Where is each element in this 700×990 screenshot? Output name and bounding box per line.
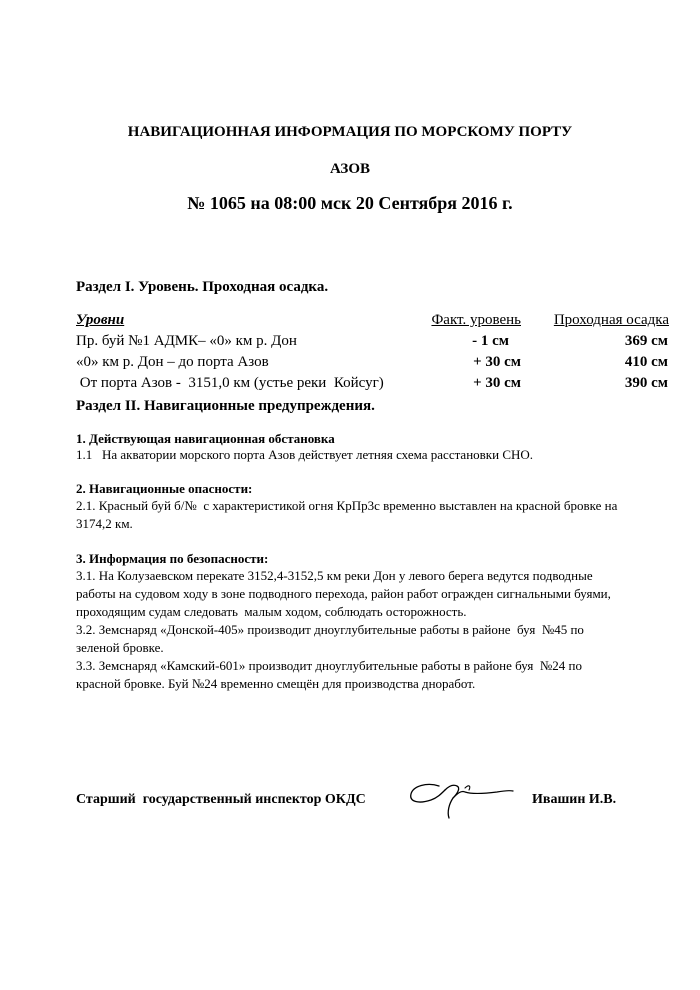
table-cell-draft: 390 см: [624, 375, 668, 391]
table-header-actual-level: Факт. уровень: [431, 312, 521, 328]
item2-heading: 2. Навигационные опасности:: [76, 481, 253, 496]
handwritten-signature: [405, 776, 515, 822]
section2-heading: Раздел II. Навигационные предупреждения.: [76, 398, 375, 414]
table-cell-level: + 30 см: [473, 375, 521, 391]
port-name: АЗОВ: [329, 161, 371, 177]
item3-line: красной бровке. Буй №24 временно смещён для производства дноработ.: [76, 676, 476, 691]
table-header-draft: Проходная осадка: [553, 312, 669, 328]
table-header-levels: Уровни: [76, 312, 125, 328]
table-cell-level: - 1 см: [472, 333, 509, 349]
document-title: НАВИГАЦИОННАЯ ИНФОРМАЦИЯ ПО МОРСКОМУ ПОРТУ: [127, 124, 573, 140]
item3-line: 3.3. Земснаряд «Камский-601» производит дноуглубительные работы в районе буя №24 по: [76, 658, 582, 673]
item1-line: 1.1 На акватории морского порта Азов действует летняя схема расстановки СНО.: [76, 447, 534, 462]
table-cell-draft: 410 см: [624, 354, 668, 370]
item2-line: 2.1. Красный буй б/№ с характеристикой огня КрПр3с временно выставлен на красной бровке на: [76, 498, 618, 513]
bulletin-number-line: № 1065 на 08:00 мск 20 Сентября 2016 г.: [187, 193, 513, 213]
table-cell-level: + 30 см: [473, 354, 521, 370]
table-cell-section: От порта Азов - 3151,0 км (устье реки Койсуг): [76, 375, 384, 391]
item1-heading: 1. Действующая навигационная обстановка: [76, 431, 335, 446]
signatory-position: Старший государственный инспектор ОКДС: [76, 792, 366, 807]
item3-heading: 3. Информация по безопасности:: [76, 551, 269, 566]
table-cell-draft: 369 см: [624, 333, 668, 349]
item3-line: 3.2. Земснаряд «Донской-405» производит дноуглубительные работы в районе буя №45 по: [76, 622, 584, 637]
item3-line: зеленой бровке.: [76, 640, 164, 655]
item3-line: проходящим судам следовать малым ходом, соблюдать осторожность.: [76, 604, 467, 619]
table-cell-section: Пр. буй №1 АДМК– «0» км р. Дон: [76, 333, 297, 349]
signatory-name: Ивашин И.В.: [532, 792, 617, 807]
table-cell-section: «0» км р. Дон – до порта Азов: [76, 354, 269, 370]
item3-line: 3.1. На Колузаевском перекате 3152,4-3152,5 км реки Дон у левого берега ведутся подводные: [76, 568, 593, 583]
item3-line: работы на судовом ходу в зоне подводного перехода, район работ огражден сигнальными буями,: [76, 586, 611, 601]
item2-line: 3174,2 км.: [76, 516, 133, 531]
section1-heading: Раздел I. Уровень. Проходная осадка.: [76, 279, 329, 295]
